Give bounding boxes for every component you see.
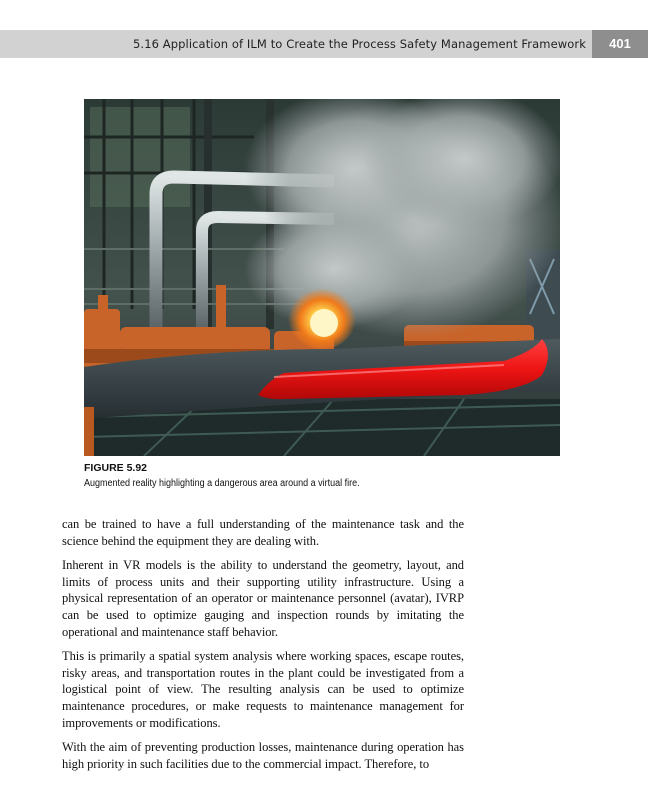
- paragraph: This is primarily a spatial system analysis where working spaces, escape routes, risky areas, and transportation routes in the plant could be investigated from a logistical point of view. The resulting analysis can be used to optimize maintenance procedures, or make requests to maintenance management for improvements or modifications.: [62, 649, 464, 730]
- figure-caption: Augmented reality highlighting a dangerous area around a virtual fire.: [84, 478, 360, 489]
- body-text: [62, 516, 464, 780]
- paragraph: can be trained to have a full understanding of the maintenance task and the science behind the equipment they are dealing with.: [62, 517, 464, 548]
- paragraph: Inherent in VR models is the ability to understand the geometry, layout, and limits of process units and their supporting utility infrastructure. Using a physical representation of an operator or maintenance personnel (avatar), IVRP can be used to optimize gauging and inspection rounds by imitating the operational and maintenance staff behavior.: [62, 558, 464, 639]
- running-title: 5.16 Application of ILM to Create the Process Safety Management Framework: [133, 37, 586, 51]
- page-number: 401: [592, 30, 648, 58]
- figure-image-virtual-fire: [84, 99, 560, 456]
- paragraph: With the aim of preventing production losses, maintenance during operation has high priority in such facilities due to the commercial impact. Therefore, to: [62, 740, 464, 771]
- figure-label: FIGURE 5.92: [84, 462, 148, 474]
